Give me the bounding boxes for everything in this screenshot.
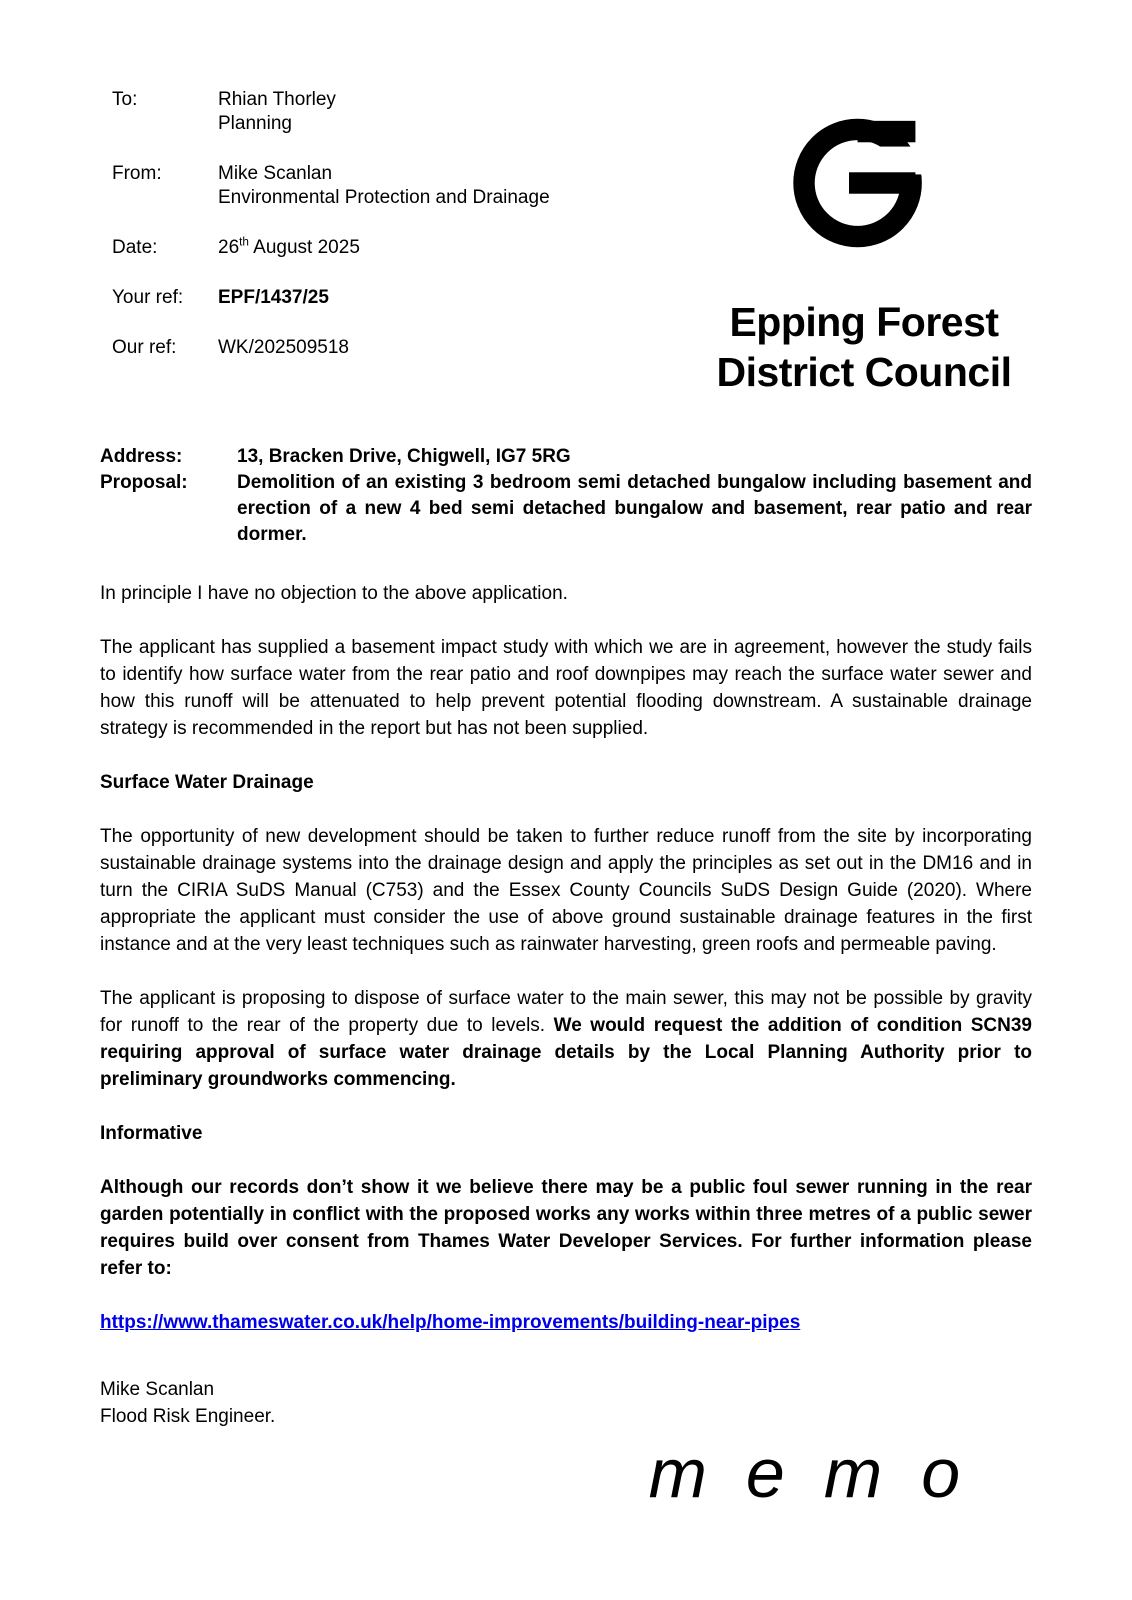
signature-name: Mike Scanlan: [100, 1379, 215, 1400]
your-ref-label: Your ref:: [112, 287, 184, 308]
paragraph-basement-study: The applicant has supplied a basement impact study with which we are in agreement, however the study fails to identify how surface water from the rear patio and roof downpipes may reach the surface water sewer and how this runoff will be attenuated to help prevent potential flooding downstream. A sustainable drainage strategy is recommended in the report but has not been supplied.: [100, 637, 1032, 739]
date-value: 26th August 2025: [218, 235, 360, 258]
paragraph-suds-guidance: The opportunity of new development should be taken to further reduce runoff from the site by incorporating sustainable drainage systems into the drainage design and apply the principles as set out in the DM16 and in turn the CIRIA SuDS Manual (C753) and the Essex County Councils SuDS Design Guide (2020). Where appropriate the applicant must consider the use of above ground sustainable drainage features in the first instance and at the very least techniques such as rainwater harvesting, green roofs and permeable paving.: [100, 826, 1032, 955]
council-brand: [684, 108, 1044, 397]
proposal-value: Demolition of an existing 3 bedroom semi detached bungalow including basement and erection of a new 4 bed semi detached bungalow and basement, rear patio and rear dormer.: [237, 472, 1032, 545]
condition-request-bold: We would request the addition of condition SCN39 requiring approval of surface water drainage details by the Local Planning Authority prior to preliminary groundworks commencing.: [100, 1015, 1032, 1090]
signature-block: [100, 1376, 1032, 1430]
memo-wordmark: m e m o: [648, 1434, 970, 1512]
from-label: From:: [112, 163, 162, 184]
council-name: [684, 297, 1044, 397]
address-label: Address:: [100, 446, 183, 467]
to-value: [218, 88, 592, 136]
address-value: 13, Bracken Drive, Chigwell, IG7 5RG: [237, 446, 571, 467]
thames-water-link-line: [100, 1309, 1032, 1336]
paragraph-condition-request: [100, 985, 1032, 1093]
paragraph-no-objection: In principle I have no objection to the above application.: [100, 583, 568, 604]
address-row: [100, 444, 1032, 470]
council-logo-icon: [684, 108, 1044, 263]
proposal-row: [100, 470, 1032, 548]
thames-water-link[interactable]: https://www.thameswater.co.uk/help/home-improvements/building-near-pipes: [100, 1312, 801, 1333]
from-name: Mike Scanlan: [218, 163, 333, 184]
council-name-line2: District Council: [716, 349, 1012, 395]
your-ref-value: EPF/1437/25: [218, 287, 329, 308]
heading-surface-water-drainage: Surface Water Drainage: [100, 772, 314, 793]
from-value: [218, 162, 592, 210]
to-row: [112, 88, 592, 136]
council-name-line1: Epping Forest: [729, 299, 999, 345]
date-row: [112, 236, 592, 260]
proposal-label: Proposal:: [100, 472, 188, 493]
our-ref-row: [112, 336, 592, 360]
case-details: [100, 444, 1032, 548]
our-ref-label: Our ref:: [112, 337, 177, 358]
memo-body: [100, 580, 1032, 1430]
to-department: Planning: [218, 113, 292, 134]
your-ref-row: [112, 286, 592, 310]
date-ordinal: th: [239, 235, 249, 249]
from-row: [112, 162, 592, 210]
date-label: Date:: [112, 237, 158, 258]
from-department: Environmental Protection and Drainage: [218, 187, 550, 208]
memo-header: [112, 88, 592, 360]
paragraph-foul-sewer-informative: Although our records don’t show it we believe there may be a public foul sewer running in the rear garden potentially in conflict with the proposed works any works within three metres of a public sewer requires build over consent from Thames Water Developer Services. For further information please refer to:: [100, 1177, 1032, 1279]
to-name: Rhian Thorley: [218, 89, 336, 110]
to-label: To:: [112, 89, 138, 110]
our-ref-value: WK/202509518: [218, 337, 349, 358]
heading-informative: Informative: [100, 1123, 203, 1144]
condition-request-normal: The applicant is proposing to dispose of surface water to the main sewer, this may not be possible by gravity for runoff to the rear of the property due to levels.: [100, 988, 1032, 1036]
signature-title: Flood Risk Engineer.: [100, 1406, 276, 1427]
